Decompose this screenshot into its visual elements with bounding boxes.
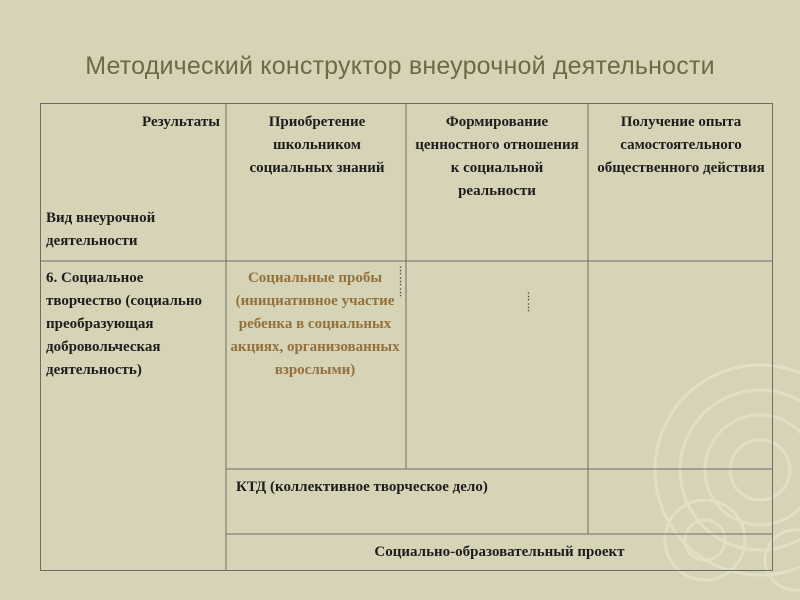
page-title: Методический конструктор внеурочной деятельности [85,52,715,80]
social-trials-cell: Социальные пробы (инициативное участие ребенка в социальных акциях, организованных взрослыми) [230,270,400,378]
constructor-table [40,103,773,571]
dotted-marker-left: ⋮ ⋮ ⋮ [396,265,405,297]
project-cell: Социально-образовательный проект [374,544,625,560]
activity-type-cell: 6. Социальное творчество (социально преобразующая добровольческая деятельность) [46,270,202,378]
ktd-cell: КТД (коллективное творческое дело) [236,479,488,495]
dotted-marker-center: ⋮ ⋮ [524,291,533,312]
header-social-knowledge: Приобретение школьником социальных знаний [249,114,385,176]
header-results-label: Результаты [142,114,220,130]
header-value-attitude: Формирование ценностного отношения к социальной реальности [415,114,579,199]
header-social-experience: Получение опыта самостоятельного общественного действия [597,114,765,176]
header-activity-type-label: Вид внеурочной деятельности [46,210,156,249]
